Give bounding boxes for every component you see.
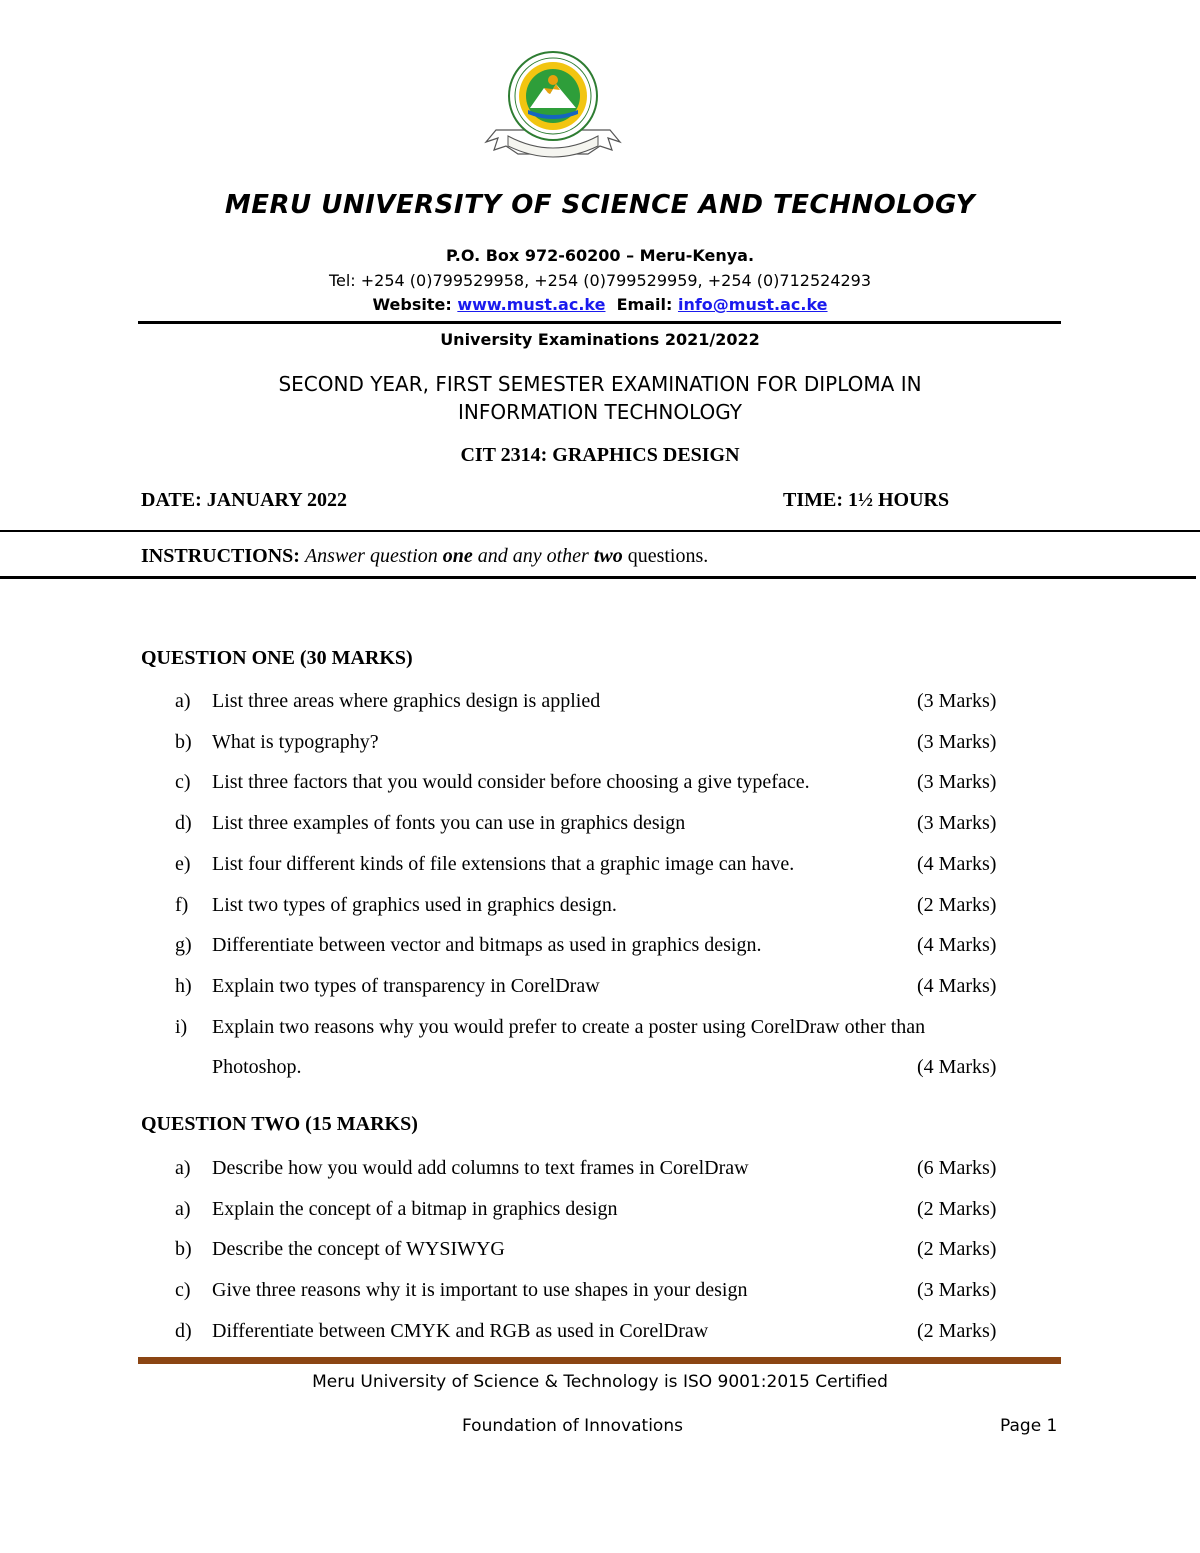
item-label: b) — [175, 1238, 192, 1261]
email-link[interactable]: info@must.ac.ke — [677, 295, 828, 314]
university-name: MERU UNIVERSITY OF SCIENCE AND TECHNOLOGY — [224, 190, 976, 220]
item-label: c) — [175, 1279, 191, 1302]
question-two-item — [0, 1238, 1200, 1268]
header-divider — [138, 321, 1061, 324]
question-one-item — [0, 771, 1200, 801]
item-marks: (3 Marks) — [917, 812, 997, 835]
date-divider — [0, 530, 1200, 532]
question-one-item — [0, 1016, 1200, 1046]
item-label: c) — [175, 771, 191, 794]
course-title: CIT 2314: GRAPHICS DESIGN — [460, 444, 740, 466]
item-marks: (2 Marks) — [917, 893, 997, 916]
item-text: List four different kinds of file extensions that a graphic image can have. — [212, 852, 795, 875]
university-logo — [478, 50, 628, 170]
question-two-item — [0, 1157, 1200, 1187]
website-link[interactable]: www.must.ac.ke — [457, 295, 606, 314]
item-marks: (4 Marks) — [917, 934, 997, 957]
question-two-heading: QUESTION TWO (15 MARKS) — [141, 1113, 418, 1135]
question-one-item — [0, 975, 1200, 1005]
item-text: Photoshop. — [212, 1056, 302, 1079]
instructions-part1: Answer question — [304, 545, 438, 567]
question-two-item — [0, 1320, 1200, 1350]
instructions-one: one — [442, 545, 473, 567]
telephone-numbers: Tel: +254 (0)799529958, +254 (0)799529959, +254 (0)712524293 — [328, 271, 872, 290]
item-marks: (2 Marks) — [917, 1319, 997, 1342]
item-text: Explain the concept of a bitmap in graphics design — [212, 1197, 618, 1220]
footer-motto: Foundation of Innovations — [462, 1416, 683, 1436]
question-one-item — [0, 690, 1200, 720]
item-text: Give three reasons why it is important to use shapes in your design — [212, 1279, 748, 1302]
instructions-divider — [0, 576, 1196, 579]
question-one-heading: QUESTION ONE (30 MARKS) — [141, 647, 413, 669]
item-label: a) — [175, 690, 191, 712]
question-one-item — [0, 934, 1200, 964]
item-label: h) — [175, 974, 192, 997]
item-marks: (6 Marks) — [917, 1157, 997, 1179]
item-text: List three examples of fonts you can use in graphics design — [212, 812, 686, 835]
question-two-item — [0, 1279, 1200, 1309]
item-label: b) — [175, 730, 192, 753]
item-marks: (3 Marks) — [917, 730, 997, 753]
item-marks: (3 Marks) — [917, 1279, 997, 1302]
item-label: a) — [175, 1157, 191, 1179]
item-text: List two types of graphics used in graphics design. — [212, 893, 617, 916]
exam-date: DATE: JANUARY 2022 — [141, 489, 347, 511]
instructions-label: INSTRUCTIONS: — [141, 545, 300, 567]
item-text: List three factors that you would consider before choosing a give typeface. — [212, 771, 810, 794]
email-label: Email: — [616, 295, 673, 314]
item-marks: (4 Marks) — [917, 974, 997, 997]
instructions-part3: questions. — [627, 545, 709, 567]
question-one-item — [0, 853, 1200, 883]
exam-title-line2: INFORMATION TECHNOLOGY — [457, 400, 742, 424]
page-number: Page 1 — [1000, 1416, 1058, 1436]
item-label: a) — [175, 1197, 191, 1220]
item-marks: (3 Marks) — [917, 690, 997, 712]
website-label: Website: — [372, 295, 452, 314]
item-label: i) — [175, 1015, 188, 1038]
iso-certification: Meru University of Science & Technology is ISO 9001:2015 Certified — [312, 1372, 888, 1392]
item-text: Differentiate between vector and bitmaps as used in graphics design. — [212, 934, 762, 957]
question-one-item — [0, 1056, 1200, 1086]
question-one-item — [0, 731, 1200, 761]
exam-year: University Examinations 2021/2022 — [440, 330, 760, 349]
question-one-item — [0, 894, 1200, 924]
item-marks: (3 Marks) — [917, 771, 997, 794]
exam-title-line1: SECOND YEAR, FIRST SEMESTER EXAMINATION FOR DIPLOMA IN — [278, 372, 922, 396]
footer-bar — [138, 1357, 1061, 1364]
contact-line — [0, 295, 1200, 314]
item-text: Describe the concept of WYSIWYG — [212, 1238, 505, 1261]
postal-address: P.O. Box 972-60200 – Meru-Kenya. — [445, 246, 755, 265]
item-marks: (4 Marks) — [917, 852, 997, 875]
instructions — [141, 545, 708, 568]
item-label: d) — [175, 812, 192, 835]
item-label: d) — [175, 1319, 192, 1342]
item-text: Differentiate between CMYK and RGB as used in CorelDraw — [212, 1319, 709, 1342]
item-marks: (2 Marks) — [917, 1238, 997, 1261]
exam-title — [0, 370, 1200, 426]
item-marks: (4 Marks) — [917, 1056, 997, 1079]
question-one-item — [0, 812, 1200, 842]
exam-time: TIME: 1½ HOURS — [783, 489, 950, 511]
item-label: g) — [175, 934, 192, 957]
item-text: Describe how you would add columns to text frames in CorelDraw — [212, 1157, 749, 1179]
item-text: Explain two reasons why you would prefer to create a poster using CorelDraw other than — [212, 1015, 926, 1038]
instructions-two: two — [593, 545, 623, 567]
item-text: List three areas where graphics design is applied — [212, 690, 601, 712]
item-text: What is typography? — [212, 730, 379, 753]
question-two-item — [0, 1198, 1200, 1228]
item-label: f) — [175, 893, 189, 916]
item-text: Explain two types of transparency in CorelDraw — [212, 974, 600, 997]
item-label: e) — [175, 852, 191, 875]
instructions-part2: and any other — [477, 545, 589, 567]
item-marks: (2 Marks) — [917, 1197, 997, 1220]
